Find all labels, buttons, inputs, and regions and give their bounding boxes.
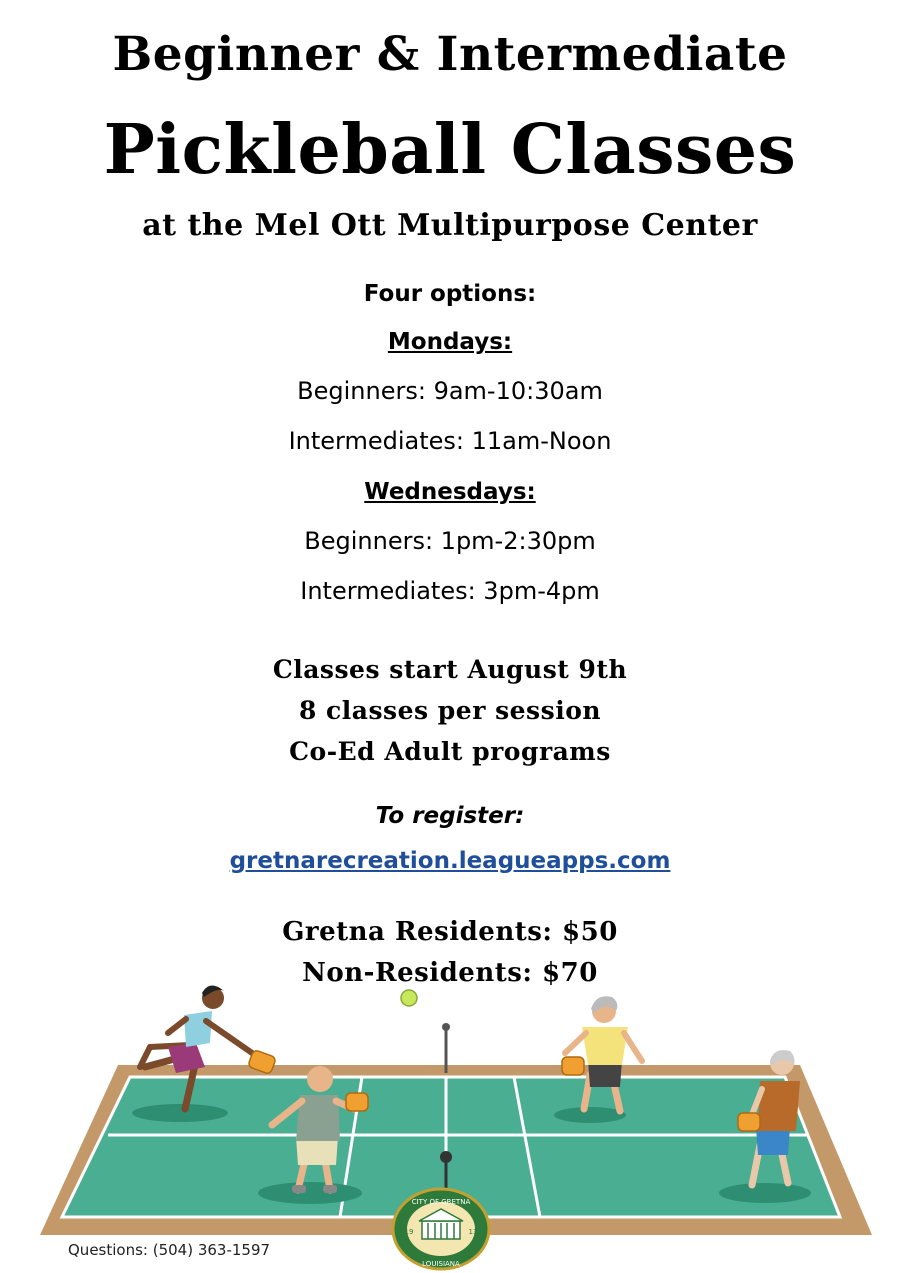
seal-top-text: CITY OF GRETNA [411, 1198, 471, 1206]
page-title: Pickleball Classes [103, 110, 797, 190]
classes-start-text: Classes start August 9th [272, 655, 628, 684]
seal-year-right: 13 [468, 1228, 478, 1236]
seal-bottom-text: LOUISIANA [422, 1260, 460, 1268]
city-of-gretna-seal [393, 1189, 489, 1269]
pickleball-court-illustration [0, 985, 900, 1273]
wednesdays-beginners: Beginners: 1pm-2:30pm [304, 527, 596, 555]
mondays-beginners: Beginners: 9am-10:30am [297, 377, 603, 405]
non-resident-price: Non-Residents: $70 [302, 958, 598, 988]
classes-count-text: 8 classes per session [298, 696, 602, 725]
venue-subtitle: at the Mel Ott Multipurpose Center [142, 208, 758, 243]
resident-price: Gretna Residents: $50 [282, 917, 618, 947]
questions-contact: Questions: (504) 363-1597 [68, 1241, 271, 1259]
wednesdays-intermediates: Intermediates: 3pm-4pm [300, 577, 600, 605]
title-line-1: Beginner & Intermediate [112, 27, 788, 82]
mondays-heading: Mondays: [387, 329, 513, 355]
seal-year-left: 19 [404, 1228, 414, 1236]
register-label: To register: [375, 803, 525, 829]
registration-link[interactable]: gretnarecreation.leagueapps.com [229, 848, 671, 874]
mondays-intermediates: Intermediates: 11am-Noon [288, 427, 612, 455]
wednesdays-heading: Wednesdays: [364, 479, 536, 505]
program-type-text: Co-Ed Adult programs [289, 737, 611, 766]
pickleball-ball [401, 990, 417, 1006]
options-intro: Four options: [363, 281, 537, 307]
